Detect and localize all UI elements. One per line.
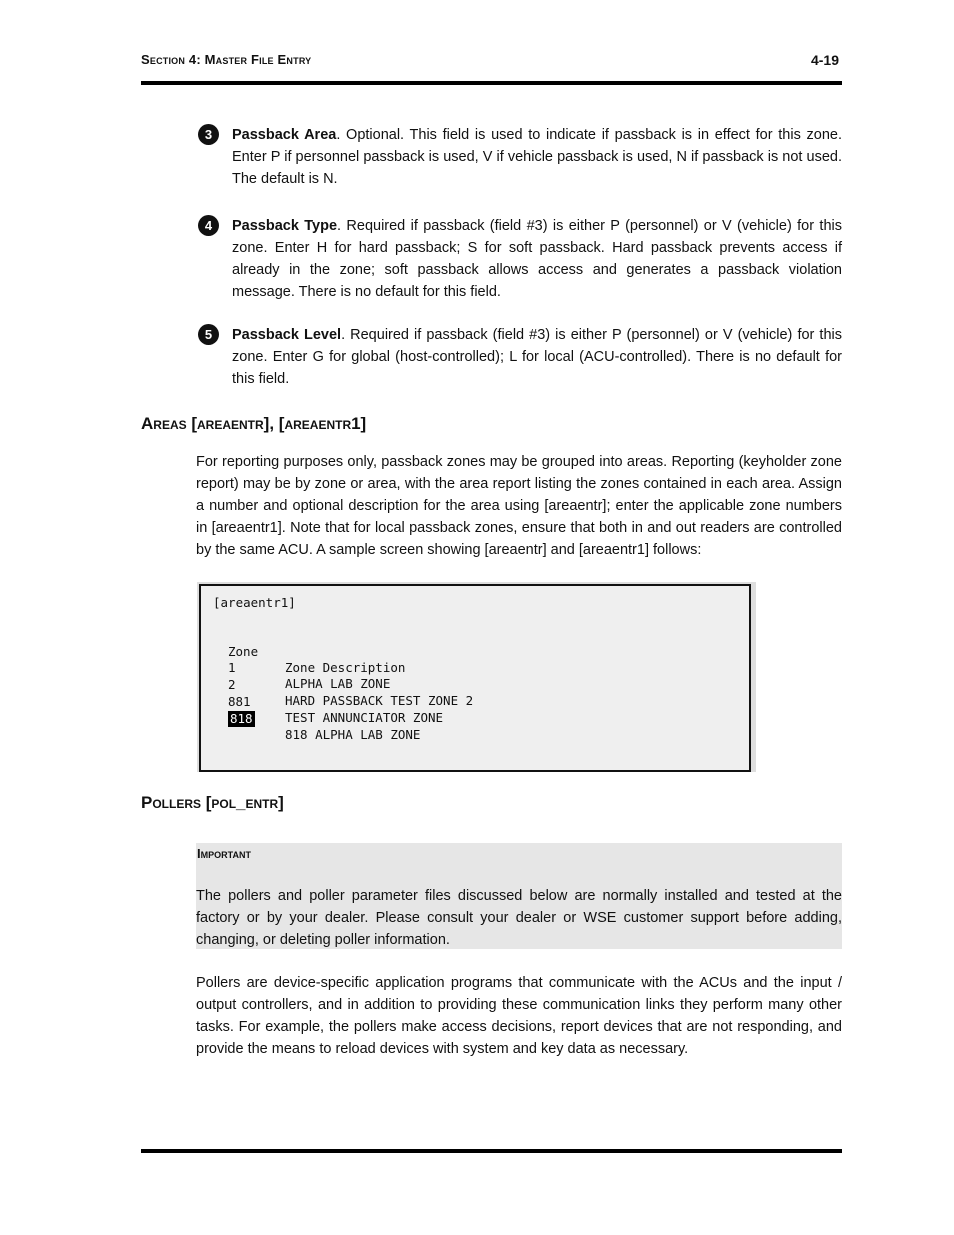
page-number: 4-19 [810, 52, 839, 68]
screen-title: [areaentr1] [213, 595, 296, 610]
zone-description: TEST ANNUNCIATOR ZONE [285, 710, 444, 725]
field-name: Passback Level [232, 327, 342, 343]
important-text: The pollers and poller parameter files discussed below are normally installed and tested at the factory or by your dealer. Please consult your dealer or WSE customer support before adding, changing, or deleting poller information. [196, 888, 842, 948]
field-text: . Optional. This field is used to indicate if passback is in effect for this zone. Enter P if personnel passback is used, V if vehicle passback is used, N if passback is not used. The default is N. [232, 127, 842, 187]
footer-rule [141, 1149, 842, 1153]
important-note [196, 843, 842, 949]
field-name: Passback Area [232, 127, 337, 143]
table-row [201, 695, 749, 759]
field-text: . Required if passback (field #3) is either P (personnel) or V (vehicle) for this zone. Enter H for hard passback; S for soft passback. Hard passback prevents access if already in the zone; soft passback allows access and generates a passback violation message. There is no default for this field. [232, 218, 842, 300]
field-name: Passback Type [232, 218, 338, 234]
field-number-badge: 5 [198, 324, 219, 345]
zone-description: 818 ALPHA LAB ZONE [285, 727, 421, 742]
zone-number: 1 [228, 660, 236, 675]
zone-number-selected[interactable]: 818 [230, 711, 253, 726]
zone-description: ALPHA LAB ZONE [285, 676, 391, 691]
pollers-paragraph: Pollers are device-specific application programs that communicate with the ACUs and the input / output controllers, and in addition to providing these communication links they perform many other tasks. For example, the pollers make access decisions, report devices that are not responding, and provide the means to reload devices with system and key data as necessary. [196, 975, 842, 1057]
zone-number: 2 [228, 677, 236, 692]
field-description [232, 215, 842, 303]
field-text: . Required if passback (field #3) is either P (personnel) or V (vehicle) for this zone. Enter G for global (host-controlled); L for local (ACU-controlled). There is no default for this field. [232, 327, 842, 387]
field-passback-level [198, 324, 842, 390]
field-passback-type [198, 215, 842, 303]
areas-heading: Areas [areaentr], [areaentr1] [141, 414, 367, 433]
column-header-zone: Zone [228, 644, 259, 659]
page-header-title: Section 4: Master File Entry [141, 52, 312, 67]
areas-paragraph: For reporting purposes only, passback zones may be grouped into areas. Reporting (keyholder zone report) may be by zone or area, with the area report listing the zones contained in each area. Assign a number and optional description for the area using [areaentr]; enter the applicable zone numbers in [areaentr1]. Note that for local passback zones, ensure that both in and out readers are controlled by the same ACU. A sample screen showing [areaentr] and [areaentr1] follows: [196, 454, 842, 558]
zone-number: 881 [228, 694, 251, 709]
field-number-badge: 4 [198, 215, 219, 236]
important-label: Important [197, 846, 251, 861]
zone-description: HARD PASSBACK TEST ZONE 2 [285, 693, 474, 708]
field-number-badge: 3 [198, 124, 219, 145]
header-rule [141, 81, 842, 85]
column-header-description: Zone Description [285, 660, 406, 675]
field-description [232, 324, 842, 390]
field-description [232, 124, 842, 190]
terminal-screen [199, 584, 751, 772]
field-passback-area [198, 124, 842, 190]
pollers-heading: Pollers [pol_entr] [141, 793, 284, 812]
